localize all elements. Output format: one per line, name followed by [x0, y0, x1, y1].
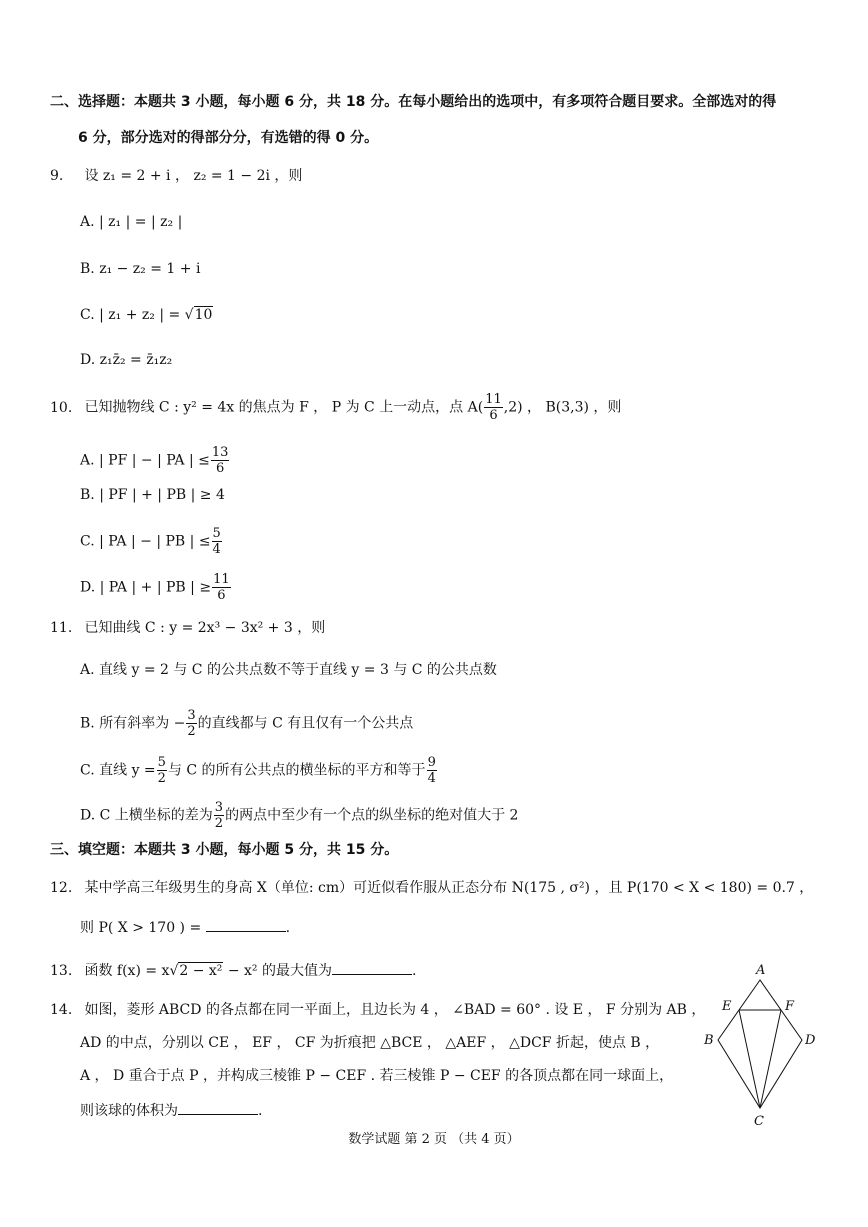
section-2-heading-cont: 6 分，部分选对的得部分分，有选错的得 0 分。	[78, 130, 379, 146]
option-text: B. 所有斜率为 −	[80, 715, 186, 732]
option-10a[interactable]	[80, 445, 230, 476]
question-13	[50, 960, 416, 981]
label-e: E	[722, 999, 732, 1014]
fraction: $\frac{3}{2}$	[214, 800, 224, 831]
question-14-line2: AD 的中点，分别以 CE ， EF ， CF 为折痕把 △BCE ， △AEF ， △DCF 折起，使点 B ，	[80, 1035, 660, 1051]
radicand: 2 − x²	[179, 963, 223, 979]
option-9b[interactable]: B. z₁ − z₂ = 1 + i	[80, 261, 201, 277]
fraction: $\frac{5}{4}$	[212, 526, 221, 557]
label-d: D	[805, 1033, 816, 1048]
question-10	[50, 392, 621, 423]
question-14-line4	[80, 1100, 262, 1121]
fraction: $\frac{11}{6}$	[485, 392, 502, 423]
option-11a[interactable]: A. 直线 y = 2 与 C 的公共点数不等于直线 y = 3 与 C 的公共点数	[80, 662, 497, 678]
fraction: $\frac{5}{2}$	[157, 755, 166, 786]
label-c: C	[754, 1114, 764, 1129]
question-number: 13.	[50, 963, 73, 979]
question-14-line3: A ， D 重合于点 P ，并构成三棱锥 P − CEF . 若三棱锥 P − CEF 的各顶点都在同一球面上，	[80, 1068, 674, 1084]
radicand: 10	[194, 307, 213, 323]
question-12	[50, 878, 813, 898]
question-9	[50, 166, 302, 186]
option-text-end: 的直线都与 C 有且仅有一个公共点	[197, 715, 414, 732]
question-number: 14.	[50, 1002, 73, 1018]
option-text-end: 的两点中至少有一个点的纵坐标的绝对值大于 2	[225, 807, 519, 824]
option-10b[interactable]: B. | PF | + | PB | ≥ 4	[80, 487, 225, 503]
page-footer: 数学试题 第 2 页 （共 4 页）	[348, 1132, 520, 1147]
label-b: B	[704, 1033, 714, 1048]
question-text-end: − x² 的最大值为	[223, 963, 332, 979]
option-9c[interactable]	[80, 305, 213, 325]
option-9a[interactable]: A. | z₁ | = | z₂ |	[80, 214, 183, 230]
question-stem: 某中学高三年级男生的身高 X（单位: cm）可近似看作服从正态分布 N(175 , σ²) ，且 P(170 < X < 180) = 0.7 ，	[84, 880, 814, 896]
question-number: 9.	[50, 168, 64, 184]
option-10d[interactable]	[80, 572, 232, 603]
punctuation: .	[285, 920, 291, 936]
question-stem: 已知曲线 C : y = 2x³ − 3x² + 3 ，则	[84, 620, 326, 636]
question-text: 如图，菱形 ABCD 的各点都在同一平面上，且边长为 4 ， ∠BAD = 60° . 设 E ， F 分别为 AB ，	[84, 1002, 706, 1018]
section-3-heading: 三、填空题：本题共 3 小题，每小题 5 分，共 15 分。	[50, 842, 399, 858]
punctuation: .	[412, 963, 417, 979]
question-11	[50, 618, 325, 638]
question-number: 10.	[50, 399, 73, 416]
option-text: C. | PA | − | PB | ≤	[80, 533, 211, 550]
rhombus-figure	[700, 960, 820, 1130]
punctuation: .	[258, 1103, 263, 1119]
answer-blank[interactable]	[332, 960, 412, 975]
question-stem: 设 z₁ = 2 + i ， z₂ = 1 − 2i ，则	[84, 168, 303, 184]
answer-blank[interactable]	[206, 917, 286, 932]
option-text: A. | PF | − | PA | ≤	[80, 452, 210, 469]
option-text: C. | z₁ + z₂ | = √	[80, 307, 194, 323]
option-text: D. C 上横坐标的差为	[80, 807, 213, 824]
fraction: $\frac{3}{2}$	[187, 708, 196, 739]
label-f: F	[785, 999, 795, 1014]
question-stem: 已知抛物线 C : y² = 4x 的焦点为 F ， P 为 C 上一动点，点 A(	[84, 399, 484, 416]
segment-ce	[739, 1010, 760, 1108]
option-11c[interactable]	[80, 755, 438, 786]
question-stem-end: ,2) ， B(3,3) ，则	[503, 399, 622, 416]
option-10c[interactable]	[80, 526, 223, 557]
sqrt-sign: √	[169, 963, 179, 979]
question-text: 函数 f(x) = x	[84, 963, 170, 979]
option-text: C. 直线 y =	[80, 762, 156, 779]
option-11d[interactable]	[80, 800, 518, 831]
fraction: $\frac{9}{4}$	[427, 755, 436, 786]
question-number: 12.	[50, 880, 73, 896]
question-text: 则该球的体积为	[80, 1103, 178, 1119]
option-9d[interactable]: D. z₁z̄₂ = z̄₁z₂	[80, 352, 173, 368]
section-2-heading: 二、选择题：本题共 3 小题，每小题 6 分，共 18 分。在每小题给出的选项中，有多项符合题目要求。全部选对的得	[50, 94, 777, 110]
fraction: $\frac{11}{6}$	[213, 572, 230, 603]
option-text: D. | PA | + | PB | ≥	[80, 579, 212, 596]
fraction: $\frac{13}{6}$	[211, 445, 229, 476]
option-11b[interactable]	[80, 708, 413, 739]
segment-cf	[760, 1010, 781, 1108]
option-text-mid: 与 C 的所有公共点的横坐标的平方和等于	[167, 762, 426, 779]
question-text: 则 P( X > 170 ) =	[80, 920, 202, 936]
question-14	[50, 1000, 705, 1020]
label-a: A	[756, 963, 766, 978]
question-12-line2	[80, 917, 290, 938]
question-number: 11.	[50, 620, 73, 636]
answer-blank[interactable]	[178, 1100, 258, 1115]
